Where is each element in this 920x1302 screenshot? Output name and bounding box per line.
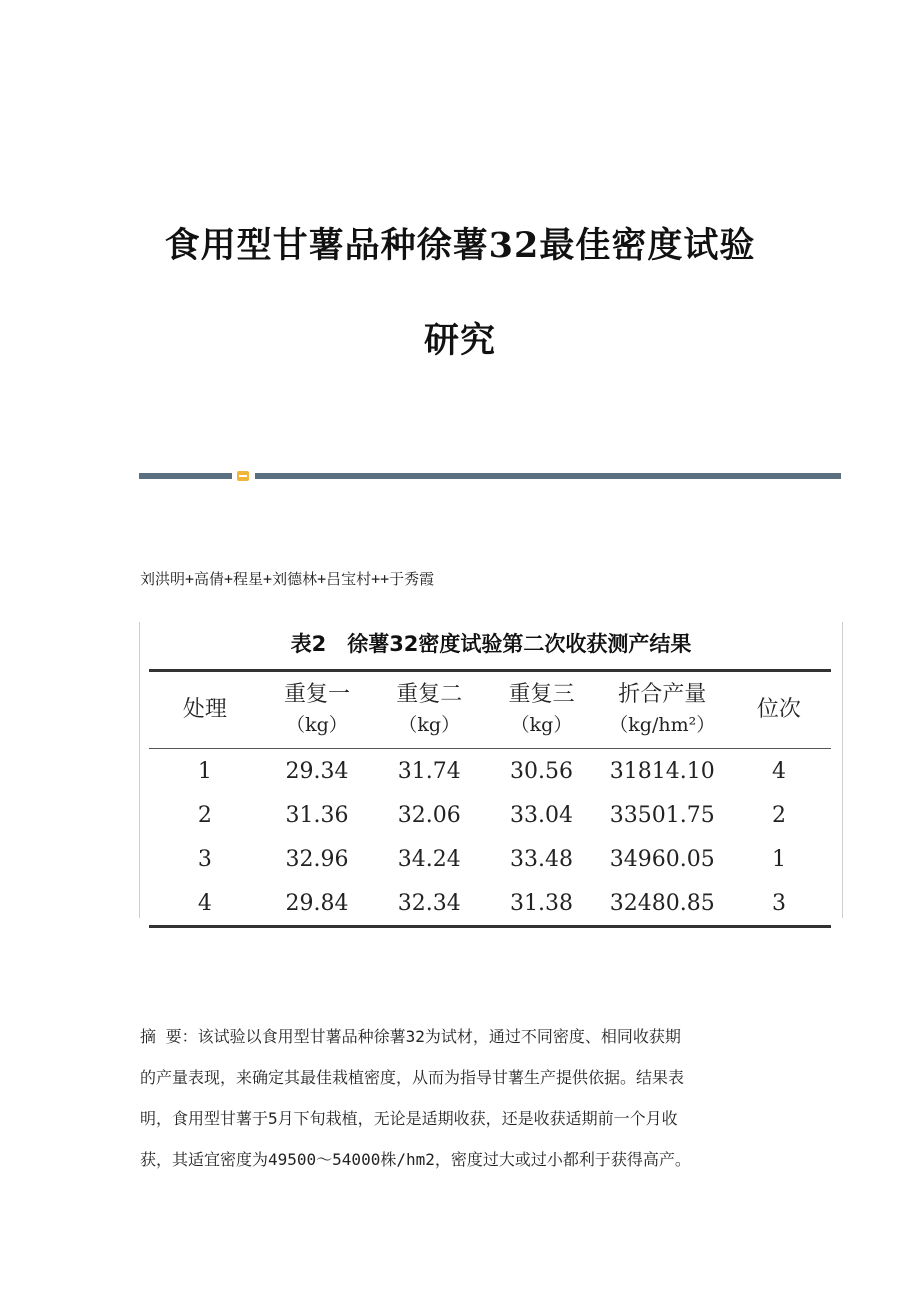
header-cell: 重复二 （kg）: [396, 682, 463, 736]
table-cell: 29.34: [285, 758, 349, 784]
header-cell: 处理: [182, 697, 227, 722]
table-cell: 33.04: [510, 802, 573, 828]
table-cell: 33501.75: [609, 802, 715, 828]
header-cell: 重复三 （kg）: [508, 682, 575, 736]
header-cell: 重复一 （kg）: [283, 682, 350, 736]
header-cell: 位次: [756, 697, 801, 722]
table-row: [149, 793, 831, 837]
table-cell: 4: [771, 758, 786, 784]
table-cell: 3: [197, 846, 212, 872]
table-cell: 34.24: [397, 846, 461, 872]
table-cell: 31.36: [285, 802, 349, 828]
yield-table: [149, 669, 831, 928]
abstract-paragraph: [140, 1016, 780, 1180]
abstract-line: 摘 要：该试验以食用型甘薯品种徐薯32为试材，通过不同密度、相同收获期: [140, 1027, 681, 1046]
table-cell: 1: [197, 758, 212, 784]
table-cell: 32.06: [397, 802, 461, 828]
table-cell: 33.48: [510, 846, 573, 872]
table-cell: 29.84: [285, 890, 349, 916]
header-cell: 折合产量 （kg/hm²）: [609, 682, 716, 736]
table-cell: 31814.10: [609, 758, 715, 784]
table-cell: 2: [197, 802, 212, 828]
table-row: [149, 837, 831, 881]
table-cell: 30.56: [510, 758, 573, 784]
table-cell: 34960.05: [609, 846, 715, 872]
abstract-line: 明，食用型甘薯于5月下旬栽植，无论是适期收获，还是收获适期前一个月收: [140, 1109, 678, 1128]
page-title-continued: 研究: [423, 320, 496, 361]
abstract-line: 的产量表现，来确定其最佳栽植密度，从而为指导甘薯生产提供依据。结果表: [140, 1068, 685, 1087]
abstract-line: 获，其适宜密度为49500～54000株/hm2，密度过大或过小都利于获得高产。: [140, 1150, 691, 1169]
table-cell: 1: [771, 846, 786, 872]
divider-bar-left: [139, 473, 232, 479]
table-cell: 32480.85: [609, 890, 715, 916]
table-cell: 3: [771, 890, 786, 916]
page-title: 食用型甘薯品种徐薯32最佳密度试验: [164, 225, 756, 266]
table-caption: 表2 徐薯32密度试验第二次收获测产结果: [290, 632, 692, 656]
table-cell: 32.34: [397, 890, 461, 916]
table-cell: 32.96: [285, 846, 349, 872]
table-cell: 2: [771, 802, 786, 828]
author-list: 刘洪明+高倩+程星+刘德林+吕宝村++于秀霞: [140, 570, 435, 588]
table-row: [149, 881, 831, 927]
table-row: [149, 749, 831, 794]
table-figure: [139, 622, 843, 918]
table-cell: 31.38: [510, 890, 573, 916]
table-cell: 4: [197, 890, 212, 916]
divider-mark-icon: [237, 471, 249, 481]
table-header-row: [149, 671, 831, 749]
title-divider: [139, 471, 841, 481]
divider-bar-right: [255, 473, 841, 479]
table-cell: 31.74: [397, 758, 461, 784]
